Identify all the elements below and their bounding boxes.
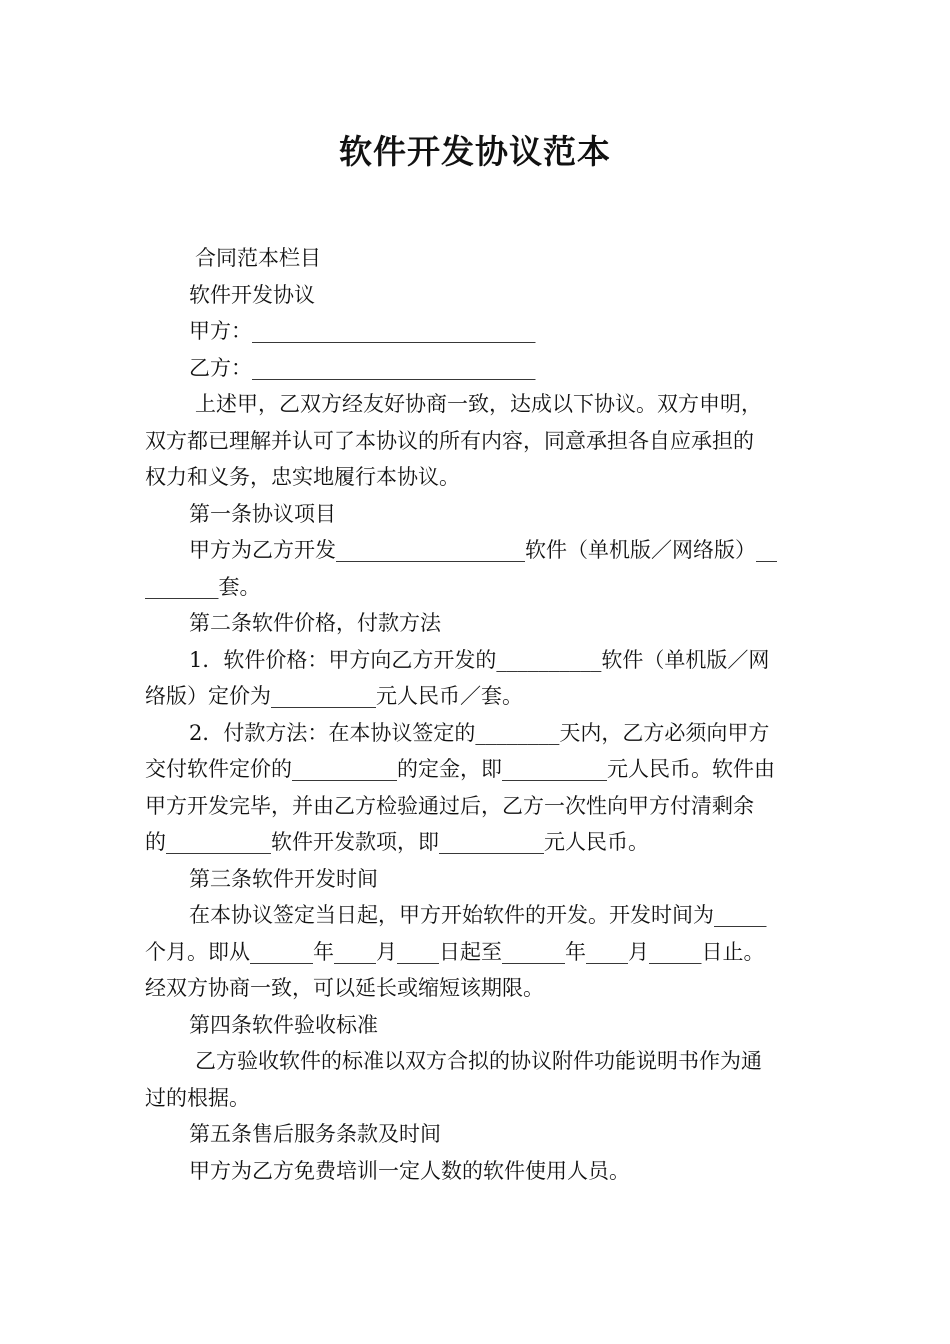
article-heading: 第一条协议项目 bbox=[189, 501, 336, 526]
paragraph-line: 1．软件价格：甲方向乙方开发的__________软件（单机版／网 bbox=[189, 647, 770, 672]
document-body bbox=[145, 240, 809, 1189]
article-heading: 第四条软件验收标准 bbox=[189, 1012, 378, 1037]
party-b-line: 乙方：___________________________ bbox=[189, 355, 536, 380]
agreement-name: 软件开发协议 bbox=[189, 282, 315, 307]
paragraph-line: 络版）定价为__________元人民币／套。 bbox=[145, 684, 523, 708]
paragraph-line: 乙方验收软件的标准以双方合拟的协议附件功能说明书作为通 bbox=[195, 1049, 762, 1073]
paragraph-line: 在本协议签定当日起，甲方开始软件的开发。开发时间为_____ bbox=[189, 903, 767, 927]
paragraph-line: 双方都已理解并认可了本协议的所有内容，同意承担各自应承担的 bbox=[145, 428, 754, 453]
paragraph-line: 上述甲，乙双方经友好协商一致，达成以下协议。双方申明， bbox=[195, 392, 762, 416]
paragraph-line: 甲方为乙方免费培训一定人数的软件使用人员。 bbox=[189, 1158, 630, 1183]
article-heading: 第五条售后服务条款及时间 bbox=[189, 1122, 441, 1146]
document-title: 软件开发协议范本 bbox=[339, 132, 611, 171]
article-heading: 第三条软件开发时间 bbox=[189, 866, 378, 891]
paragraph-line: 个月。即从______年____月____日起至______年____月_____日止。 bbox=[145, 939, 765, 964]
paragraph-line: 的__________软件开发款项，即__________元人民币。 bbox=[145, 830, 649, 854]
paragraph-line: 甲方开发完毕，并由乙方检验通过后，乙方一次性向甲方付清剩余 bbox=[145, 793, 754, 818]
paragraph-line: 2．付款方法：在本协议签定的________天内，乙方必须向甲方 bbox=[189, 720, 770, 745]
paragraph-line: 交付软件定价的__________的定金，即__________元人民币。软件由 bbox=[145, 757, 775, 781]
paragraph-line: 过的根据。 bbox=[145, 1085, 250, 1110]
paragraph-line: 经双方协商一致，可以延长或缩短该期限。 bbox=[145, 976, 544, 1000]
article-heading: 第二条软件价格，付款方法 bbox=[189, 611, 441, 635]
section-heading: 合同范本栏目 bbox=[195, 246, 321, 270]
paragraph-line: 甲方为乙方开发__________________软件（单机版／网络版）__ bbox=[189, 538, 777, 562]
party-a-line: 甲方：___________________________ bbox=[189, 319, 536, 343]
paragraph-line: 权力和义务，忠实地履行本协议。 bbox=[145, 465, 460, 489]
paragraph-line: _______套。 bbox=[145, 574, 261, 599]
